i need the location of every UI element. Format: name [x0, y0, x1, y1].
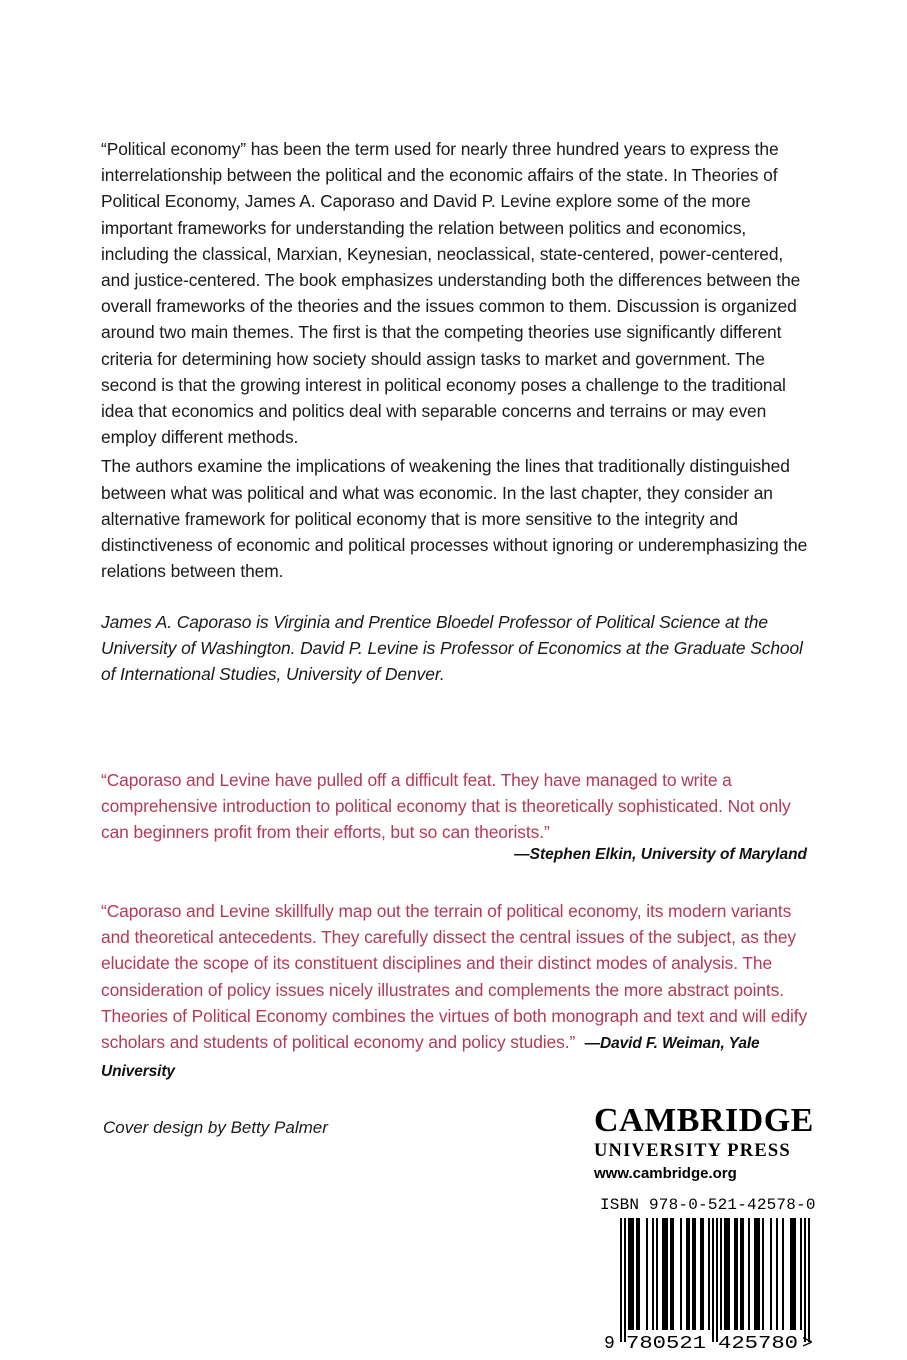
barcode-bar-46: [808, 1218, 810, 1342]
barcode-bar-34: [754, 1218, 756, 1330]
barcode-bar-37: [762, 1218, 764, 1330]
author-bio: James A. Caporaso is Virginia and Prentice Bloedel Professor of Political Science at the University of Washington. David P. Levine is Professor of Economics at the Graduate School of International Studies, University of Denver.: [101, 612, 803, 685]
barcode-bar-42: [792, 1218, 794, 1330]
barcode-bar-30: [736, 1218, 738, 1330]
barcode-bar-15: [680, 1218, 682, 1330]
barcode-bar-6: [638, 1218, 640, 1330]
barcode-bar-14: [672, 1218, 674, 1330]
barcode-bar-19: [694, 1218, 696, 1330]
barcode-bar-13: [670, 1218, 672, 1330]
barcode-bar-20: [700, 1218, 702, 1330]
barcode-bar-1: [624, 1218, 626, 1342]
barcode-bar-12: [666, 1218, 668, 1330]
barcode-bar-39: [776, 1218, 778, 1330]
barcode-bar-10: [662, 1218, 664, 1330]
isbn-label: ISBN 978-0-521-42578-0: [600, 1196, 816, 1214]
barcode-bar-36: [758, 1218, 760, 1330]
cover-credit: Cover design by Betty Palmer: [103, 1118, 328, 1137]
barcode-bar-28: [728, 1218, 730, 1330]
barcode-bar-29: [734, 1218, 736, 1330]
barcode-bar-8: [652, 1218, 654, 1330]
publisher-subtitle: UNIVERSITY PRESS: [594, 1141, 791, 1161]
barcode-bar-45: [804, 1218, 806, 1342]
barcode-bar-35: [756, 1218, 758, 1330]
publisher-logo: [594, 1104, 829, 1184]
barcode-bar-3: [630, 1218, 632, 1330]
barcode-bar-23: [712, 1218, 714, 1342]
barcode-bar-18: [692, 1218, 694, 1330]
barcode-bars: [620, 1218, 810, 1342]
barcode-bar-38: [770, 1218, 772, 1330]
barcode-end-marker: >: [802, 1334, 813, 1350]
barcode-left-digits: 780521: [626, 1334, 706, 1350]
review-attribution-1: —Stephen Elkin, University of Maryland: [514, 846, 807, 863]
isbn-barcode: [604, 1218, 816, 1350]
barcode-bar-21: [702, 1218, 704, 1330]
barcode-lead-digit: 9: [604, 1334, 615, 1350]
barcode-bar-4: [632, 1218, 634, 1330]
barcode-bar-44: [800, 1218, 802, 1330]
barcode-bar-11: [664, 1218, 666, 1330]
barcode-bar-40: [782, 1218, 784, 1330]
book-description: [101, 136, 811, 584]
description-paragraph-1: “Political economy” has been the term used for nearly three hundred years to express the interrelationship between the political and the economic affairs of the state. In Theories of Political Economy, James A. Caporaso and David P. Levine explore some of the more important frameworks for understanding the relation between politics and economics, including the classical, Marxian, Keynesian, neoclassical, state-centered, power-centered, and justice-centered. The book emphasizes understanding both the differences between the overall frameworks of the theories and the issues common to them. Discussion is organized around two main themes. The first is that the competing theories use significantly different criteria for determining how society should assign tasks to market and government. The second is that the growing interest in political economy poses a challenge to the traditional idea that economics and politics deal with separable concerns and terrains or may even employ different methods.: [101, 139, 801, 448]
publisher-name: CAMBRIDGE: [594, 1102, 814, 1139]
barcode-right-digits: 425780: [718, 1334, 798, 1350]
barcode-bar-9: [656, 1218, 658, 1330]
barcode-bar-17: [688, 1218, 690, 1330]
barcode-bar-33: [748, 1218, 750, 1330]
barcode-bar-5: [636, 1218, 638, 1330]
barcode-bar-43: [794, 1218, 796, 1330]
review-quote-1: “Caporaso and Levine have pulled off a difficult feat. They have managed to write a comprehensive introduction to political economy that is theoretically sophisticated. Not only can beginners profit from their efforts, but so can theorists.”: [101, 770, 791, 843]
barcode-bar-2: [628, 1218, 630, 1330]
barcode-bar-26: [724, 1218, 726, 1330]
review-quote-2: [101, 898, 811, 1085]
barcode-bar-27: [726, 1218, 728, 1330]
barcode-bar-31: [740, 1218, 742, 1330]
publisher-url: www.cambridge.org: [594, 1165, 737, 1182]
barcode-bar-32: [742, 1218, 744, 1330]
description-paragraph-2: The authors examine the implications of weakening the lines that traditionally distinguished between what was political and what was economic. In the last chapter, they consider an alternative framework for political economy that is more sensitive to the integrity and distinctiveness of economic and political processes without ignoring or underemphasizing the relations between them.: [101, 456, 808, 582]
review-quote-2-text: “Caporaso and Levine skillfully map out the terrain of political economy, its modern variants and theoretical antecedents. They carefully dissect the central issues of the subject, as they elucidate the scope of its constituent disciplines and their distinct modes of analysis. The consideration of policy issues nicely illustrates and complements the more abstract points. Theories of Political Economy combines the virtues of both monograph and text and will edify scholars and students of political economy and policy studies.”: [101, 901, 808, 1053]
barcode-bar-24: [716, 1218, 718, 1342]
barcode-bar-22: [708, 1218, 710, 1330]
barcode-bar-25: [720, 1218, 722, 1330]
review-attribution-2: —David F. Weiman, Yale University: [101, 1035, 760, 1081]
barcode-bar-16: [686, 1218, 688, 1330]
barcode-bar-0: [620, 1218, 622, 1342]
barcode-bar-41: [790, 1218, 792, 1330]
barcode-bar-7: [646, 1218, 648, 1330]
